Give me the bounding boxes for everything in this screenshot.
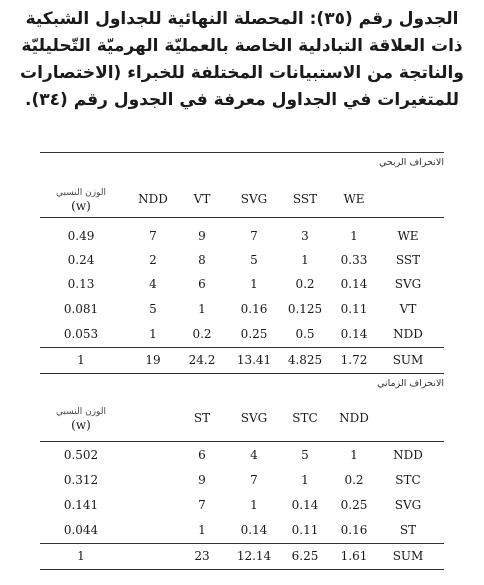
weight-cell: 0.053 [63, 327, 99, 341]
value-cell: 0.16 [340, 523, 368, 537]
row-label: STC [395, 473, 421, 487]
weight-cell: 0.044 [63, 523, 99, 537]
value-cell: 0.11 [340, 302, 368, 316]
table-row-sum [40, 544, 444, 568]
value-cell: 0.2 [192, 327, 212, 341]
value-cell: 0.2 [295, 277, 315, 291]
table2-col-header: NDD [339, 411, 369, 425]
value-cell: 1.61 [340, 549, 368, 563]
table2-bottom-rule [40, 569, 444, 570]
value-cell: 6 [198, 448, 206, 462]
table2-weight-header: الوزن النسبي (w) [56, 407, 106, 432]
value-cell: 0.14 [240, 523, 268, 537]
weight-cell: 0.49 [67, 229, 95, 243]
table2-col-header: STC [292, 411, 318, 425]
table2-header-rule [40, 441, 444, 442]
value-cell: 5 [250, 253, 258, 267]
value-cell: 1 [350, 448, 358, 462]
table-row [40, 248, 444, 272]
table1-bottom-rule [40, 373, 444, 374]
value-cell: 1 [350, 229, 358, 243]
table2-header-row [40, 406, 444, 430]
value-cell: 0.2 [344, 473, 364, 487]
value-cell: 19 [145, 353, 161, 367]
value-cell: 1 [198, 302, 206, 316]
value-cell: 1 [250, 277, 258, 291]
table1-col-header: NDD [138, 192, 168, 206]
value-cell: 0.5 [295, 327, 315, 341]
table1-col-header: SVG [240, 192, 268, 206]
table1-header-rule [40, 217, 444, 218]
value-cell: 0.25 [340, 498, 368, 512]
table1-top-rule [40, 152, 444, 153]
value-cell: 1 [301, 473, 309, 487]
value-cell: 13.41 [236, 353, 272, 367]
weight-cell: 1 [77, 549, 85, 563]
value-cell: 0.16 [240, 302, 268, 316]
value-cell: 6 [198, 277, 206, 291]
value-cell: 1 [149, 327, 157, 341]
value-cell: 0.11 [291, 523, 319, 537]
table2-col-header: SVG [240, 411, 268, 425]
value-cell: 7 [149, 229, 157, 243]
row-label: SUM [392, 549, 424, 563]
table-row-sum [40, 348, 444, 372]
weight-cell: 1 [77, 353, 85, 367]
row-label: SUM [392, 353, 424, 367]
value-cell: 5 [149, 302, 157, 316]
row-label: VT [399, 302, 417, 316]
table2-col-header: ST [193, 411, 211, 425]
weight-cell: 0.13 [67, 277, 95, 291]
value-cell: 4.825 [287, 353, 323, 367]
weight-cell: 0.141 [63, 498, 99, 512]
value-cell: 7 [250, 473, 258, 487]
row-label: ST [399, 523, 417, 537]
table1-header-row [40, 187, 444, 211]
value-cell: 1 [198, 523, 206, 537]
table-row [40, 493, 444, 517]
value-cell: 9 [198, 473, 206, 487]
table-caption: الجدول رقم (٣٥): المحصلة النهائية للجداول الشبكية ذات العلاقة التبادلية الخاصة بالعمليّة الهرميّة التّحليليّة والناتجة من الاستبيانات المختلفة للخبراء (الاختصارات للمتغيرات في الجداول معرفة في الجدول رقم (٣٤). [20, 9, 464, 110]
value-cell: 0.14 [340, 277, 368, 291]
value-cell: 7 [250, 229, 258, 243]
row-label: SVG [394, 277, 422, 291]
value-cell: 6.25 [291, 549, 319, 563]
table-row [40, 297, 444, 321]
value-cell: 2 [149, 253, 157, 267]
row-label: SST [395, 253, 421, 267]
value-cell: 0.25 [240, 327, 268, 341]
table1-col-header: SST [292, 192, 318, 206]
weight-cell: 0.081 [63, 302, 99, 316]
value-cell: 0.33 [340, 253, 368, 267]
value-cell: 0.14 [291, 498, 319, 512]
value-cell: 1.72 [340, 353, 368, 367]
value-cell: 7 [198, 498, 206, 512]
row-label: WE [397, 229, 419, 243]
value-cell: 8 [198, 253, 206, 267]
table2-section-label: الانحراف الزماني [377, 378, 444, 389]
value-cell: 1 [250, 498, 258, 512]
table-row [40, 518, 444, 542]
table1-weight-header: الوزن النسبي (w) [56, 188, 106, 213]
table1-section-label: الانحراف الربحي [378, 157, 444, 168]
value-cell: 5 [301, 448, 309, 462]
row-label: SVG [394, 498, 422, 512]
value-cell: 0.14 [340, 327, 368, 341]
value-cell: 12.14 [236, 549, 272, 563]
value-cell: 23 [194, 549, 210, 563]
table-row [40, 322, 444, 346]
table-row [40, 443, 444, 467]
value-cell: 9 [198, 229, 206, 243]
value-cell: 24.2 [188, 353, 216, 367]
table1-col-header: VT [193, 192, 211, 206]
table-row [40, 272, 444, 296]
value-cell: 3 [301, 229, 309, 243]
table-row [40, 224, 444, 248]
value-cell: 4 [149, 277, 157, 291]
value-cell: 0.125 [287, 302, 323, 316]
row-label: NDD [393, 327, 423, 341]
value-cell: 1 [301, 253, 309, 267]
table-row [40, 468, 444, 492]
weight-cell: 0.502 [63, 448, 99, 462]
weight-cell: 0.24 [67, 253, 95, 267]
value-cell: 4 [250, 448, 258, 462]
weight-cell: 0.312 [63, 473, 99, 487]
table1-col-header: WE [343, 192, 365, 206]
row-label: NDD [393, 448, 423, 462]
